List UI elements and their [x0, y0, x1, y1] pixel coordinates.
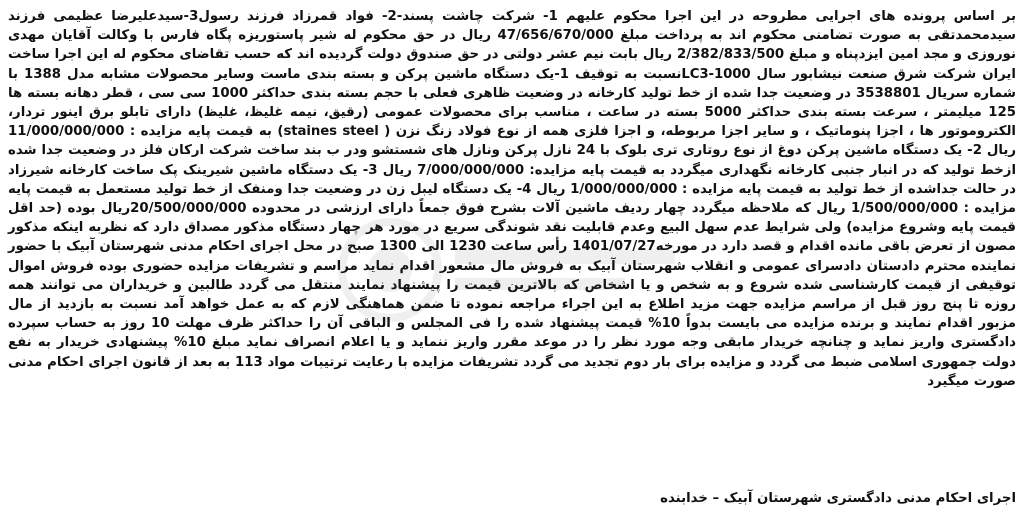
issuing-authority: اجرای احکام مدنی دادگستری شهرستان آبیک – خدابنده [660, 491, 1016, 506]
notice-body: بر اساس پرونده های اجرایی مطروحه در این اجرا محکوم علیهم 1- شرکت چاشت پسند-2- فواد قمرزاد فرزند رسول3-سیدعلیرضا عظیمی فرزند سیدمحمدتقی به صورت تضامنی محکوم اند به پرداخت مبلغ 47/656/670/000 ریال در حق محکوم له شیر پاستوریزه پگاه فارس با وکالت آقایان مهدی نوروزی و مجد امین ایزدپناه و مبلغ 2/382/833/500 ریال بابت نیم عشر دولتی در حق صندوق دولت گردیده اند که حسب تقاضای محکوم له این اجرا ساخت ایران شرکت شرق صنعت نیشابور سال LC3-1000نسبت به توقیف 1-یک دستگاه ماشین پرکن و بسته بندی ماست وسایر محصولات مشابه مدل 1388 با شماره سریال 3538801 در وضعیت جدا شده از خط تولید کارخانه در وضعیت ظاهری فعلی با حجم بسته بندی حداکثر 1000 سی سی ، قطر دهانه بسته ها 125 میلیمتر ، سرعت بسته بندی حداکثر 5000 بسته در ساعت ، مناسب برای محصولات عمومی (رقیق، نیمه غلیظ، غلیظ) دارای تابلو برق اینور تردار، الکتروموتور ها ، اجزا پنوماتیک ، و سایر اجزا مربوطه، و اجزا فلزی همه از نوع فولاد زنگ نزن ( staines steel) به قیمت پایه مزایده : 11/000/000/000 ریال 2- یک دستگاه ماشین پرکن دوغ از نوع روتاری تری بلوک با 24 نازل پرکن ونازل های شستشو ودر ب بند ساخت شرکت ارکان فلز در وضعیت جدا شده ازخط تولید که در انبار جنبی کارخانه نگهداری میگردد به قیمت پایه مزایده: 7/000/000/000 ریال 3- یک دستگاه ماشین شیرینک پک ساخت کارخانه شیرزاد در حالت جداشده از خط تولید به قیمت پایه مزایده : 1/000/000/000 ریال 4- یک دستگاه لیبل زن در وضعیت جدا ومنفک از خط تولید مستعمل به قیمت پایه مزایده : 1/500/000/000 ریال که ملاحظه میگردد چهار ردیف ماشین آلات بشرح فوق جمعاً دارای ارزشی در محدوده 20/500/000/000ریال بوده (حد اقل قیمت پایه وشروع مزایده) ولی شرایط عدم سهل البیع وعدم قابلیت نقد شوندگی سریع در مورد هر چهار دستگاه مذکور مصداق دارد که نظربه اینکه مذکور مصون از تعرض باقی مانده اقدام و قصد دارد در مورخه1401/07/27 رأس ساعت 1230 الی 1300 صبح در محل اجرای احکام مدنی شهرستان آبیک با حضور نماینده محترم دادستان دادسرای عمومی و انقلاب شهرستان آبیک به فروش مال مشعور اقدام نماید مراسم و تشریفات مزایده حضوری بوده فروش اموال توقیفی از قیمت کارشناسی شده شروع و به شخص و یا اشخاص که بالاترین قیمت را پیشنهاد نمایند منتقل می گردد طالبین و خریداران می توانند همه روزه تا پنج روز قبل از مراسم مزایده جهت مزید اطلاع به این اجراء مراجعه نموده تا ضمن هماهنگی لازم که به عمل خواهد آمد نسبت به بازدید از مال مزبور اقدام نمایند و برنده مزایده می بایست بدواً 10% قیمت پیشنهاد شده را فی المجلس و الباقی آن را حداکثر ظرف مهلت 10 روز به حساب سپرده دادگستری واریز نماید و چنانچه خریدار مابقی وجه مورد نظر را در موعد مقرر واریز ننماید و یا اعلام انصراف نماید مبلغ 10% پیشنهادی خریدار به نفع دولت جمهوری اسلامی ضبط می گردد و مزایده برای بار دوم تجدید می گردد تشریفات مزایده با رعایت ترتیبات مواد 113 به بعد از قانون اجرای احکام مدنی صورت میگیرد [8, 9, 1017, 389]
